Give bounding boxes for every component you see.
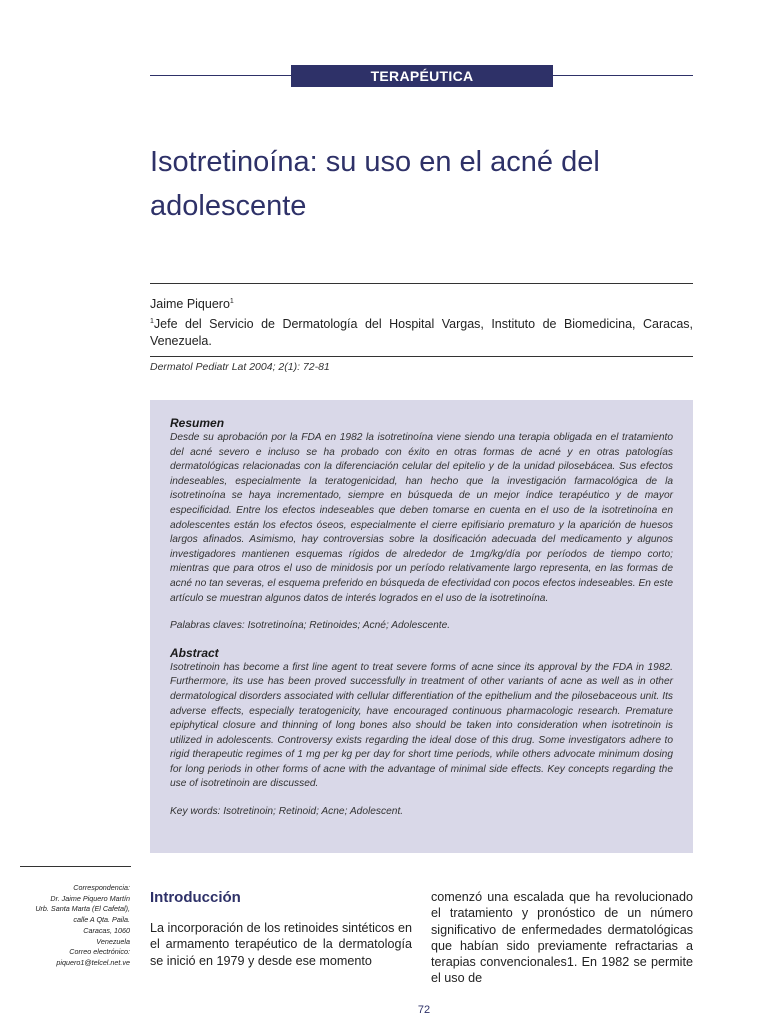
correspondence-line: Caracas, 1060 — [83, 925, 130, 935]
intro-heading: Introducción — [150, 889, 241, 906]
correspondence-line: calle A Qta. Paila. — [73, 915, 130, 925]
correspondence-line: Correo electrónico: — [69, 947, 130, 957]
correspondence-block — [10, 883, 130, 969]
citation: Dermatol Pediatr Lat 2004; 2(1): 72-81 — [150, 361, 330, 373]
resumen-text: Desde su aprobación por la FDA en 1982 la isotretinoína viene siendo una terapia obligada en el tratamiento del acné severo e incluso se ha probado con éxito en otras formas de acné y en otras patologías dermatológicas relacionadas con la diferenciación celular del epitelio y de la unidad pilosebácea. Sus efectos indeseables, especialmente la teratogenicidad, han hecho que la investigación farmacológica de la isotretinoína se haya incrementado, siempre en búsqueda de un mejor índice terapéutico y de mayor especificidad. Entre los efectos indeseables que deben tomarse en cuenta en el uso de la isotretinoína en adolescentes están los efectos óseos, especialmente el cierre epifisiario prematuro y la aparición de huesos largos afinados. Asimismo, hay controversias sobre la dosificación adecuada del medicamento y algunos investigadores mantienen esquemas rígidos de alrededor de 1mg/kg/día por períodos de tiempo corto; mientras que para otros el uso de minidosis por un período relativamente largo representa, en las formas de acné no tan severas, el esquema preferido en búsqueda de efectividad con pocos efectos indeseables. En este artículo se muestran algunos datos de interés logrados en el uso de la isotretinoína. — [170, 432, 673, 604]
author-name: Jaime Piquero — [150, 297, 230, 312]
author-divider — [150, 356, 693, 357]
correspondence-rule — [20, 866, 131, 867]
section-tag: TERAPÉUTICA — [291, 65, 553, 87]
resumen-heading: Resumen — [170, 416, 225, 430]
abstract-keywords: Key words: Isotretinoin; Retinoid; Acne; Adolescent. — [170, 806, 404, 818]
author-line — [150, 293, 693, 313]
correspondence-line: Dr. Jaime Piquero Martín — [50, 893, 130, 903]
correspondence-line: Venezuela — [96, 936, 130, 946]
page-number: 72 — [417, 1004, 431, 1016]
abstract-content — [170, 416, 673, 820]
affiliation-marker: 1 — [150, 318, 154, 325]
correspondence-line: Urb. Santa Marta (El Cafetal), — [35, 904, 130, 914]
affiliation-text: Jefe del Servicio de Dermatología del Hospital Vargas, Instituto de Biomedicina, Caracas, Venezuela. — [150, 317, 693, 349]
title-divider — [150, 283, 693, 284]
author-superscript: 1 — [229, 298, 234, 305]
abstract-text: Isotretinoin has become a first line agent to treat severe forms of acne since its approval by the FDA in 1982. Furthermore, its use has been proved successfully in treatment of other variants of acne as well as in other dermatological disorders associated with cellular differentiation of the epithelium and the pilosebaceous unit. Its adverse effects, especially teratogenicity, have encouraged continuous pharmacologic research. Premature epiphytical closure and thinning of long bones also should be taken into consideration when isotretinoin is utilized in adolescents. Controversy exists regarding the ideal dose of this drug. Some investigators adhere to rigid therapeutic regimes of 1 mg per kg per day for short time periods, while others advocate minimum dosing for long periods in other forms of acne with the advantage of minimal side effects. Key concepts regarding the use of isotretinoin are discussed. — [170, 661, 673, 790]
intro-right-column: comenzó una escalada que ha revolucionado el tratamiento y pronóstico de un número significativo de enfermedades dermatológicas que habían sido previamente refractarias a terapias convencionales1. En 1982 se permite el uso de — [431, 890, 693, 986]
abstract-heading: Abstract — [170, 645, 219, 660]
correspondence-email[interactable]: piquero1@telcel.net.ve — [56, 957, 130, 967]
correspondence-line: Correspondencia: — [73, 883, 130, 892]
intro-left-column: La incorporación de los retinoides sintéticos en el armamento terapéutico de la dermatología se inició en 1979 y desde ese momento — [150, 921, 412, 968]
author-affiliation — [150, 313, 693, 350]
article-title: Isotretinoína: su uso en el acné del adolescente — [150, 146, 600, 222]
resumen-keywords: Palabras claves: Isotretinoína; Retinoides; Acné; Adolescente. — [170, 620, 451, 632]
abstract-box — [150, 400, 693, 853]
